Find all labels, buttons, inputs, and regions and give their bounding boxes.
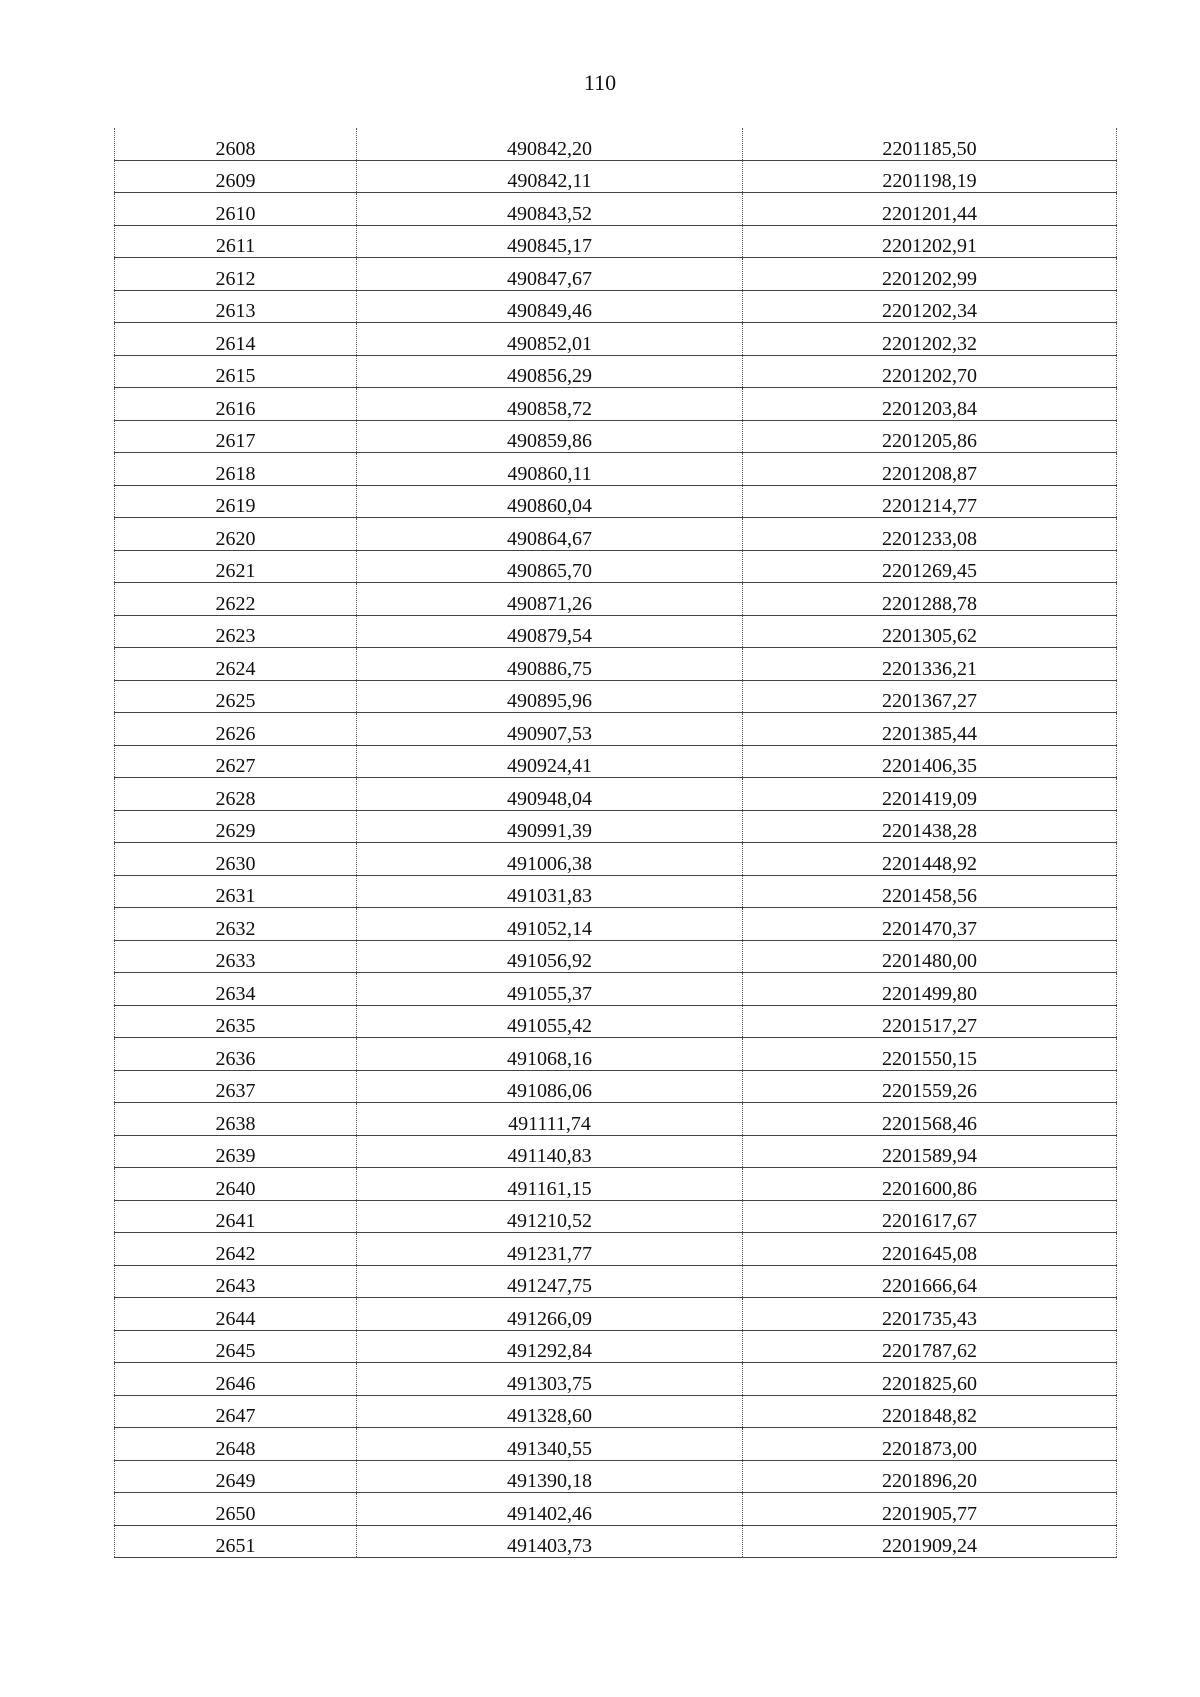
point-number-cell: 2623 <box>115 615 357 648</box>
point-number-cell: 2647 <box>115 1395 357 1428</box>
point-number-cell: 2625 <box>115 680 357 713</box>
point-number-cell: 2609 <box>115 160 357 193</box>
y-coordinate-cell: 2201406,35 <box>743 745 1117 778</box>
x-coordinate-cell: 490907,53 <box>357 713 743 746</box>
coordinates-table <box>114 128 1117 1558</box>
y-coordinate-cell: 2201202,34 <box>743 290 1117 323</box>
point-number-cell: 2650 <box>115 1493 357 1526</box>
table-row <box>115 1363 1117 1396</box>
x-coordinate-cell: 490845,17 <box>357 225 743 258</box>
table-row <box>115 388 1117 421</box>
point-number-cell: 2627 <box>115 745 357 778</box>
x-coordinate-cell: 490948,04 <box>357 778 743 811</box>
x-coordinate-cell: 490991,39 <box>357 810 743 843</box>
x-coordinate-cell: 491266,09 <box>357 1298 743 1331</box>
table-row <box>115 160 1117 193</box>
table-row <box>115 1493 1117 1526</box>
y-coordinate-cell: 2201233,08 <box>743 518 1117 551</box>
y-coordinate-cell: 2201201,44 <box>743 193 1117 226</box>
y-coordinate-cell: 2201499,80 <box>743 973 1117 1006</box>
point-number-cell: 2608 <box>115 128 357 160</box>
y-coordinate-cell: 2201203,84 <box>743 388 1117 421</box>
point-number-cell: 2616 <box>115 388 357 421</box>
table-row <box>115 518 1117 551</box>
y-coordinate-cell: 2201202,70 <box>743 355 1117 388</box>
x-coordinate-cell: 491056,92 <box>357 940 743 973</box>
x-coordinate-cell: 490864,67 <box>357 518 743 551</box>
table-row <box>115 1135 1117 1168</box>
point-number-cell: 2629 <box>115 810 357 843</box>
x-coordinate-cell: 490879,54 <box>357 615 743 648</box>
x-coordinate-cell: 490842,11 <box>357 160 743 193</box>
x-coordinate-cell: 490849,46 <box>357 290 743 323</box>
point-number-cell: 2618 <box>115 453 357 486</box>
point-number-cell: 2612 <box>115 258 357 291</box>
point-number-cell: 2635 <box>115 1005 357 1038</box>
table-body <box>115 128 1117 1558</box>
point-number-cell: 2639 <box>115 1135 357 1168</box>
y-coordinate-cell: 2201600,86 <box>743 1168 1117 1201</box>
x-coordinate-cell: 490858,72 <box>357 388 743 421</box>
x-coordinate-cell: 491068,16 <box>357 1038 743 1071</box>
point-number-cell: 2637 <box>115 1070 357 1103</box>
y-coordinate-cell: 2201873,00 <box>743 1428 1117 1461</box>
y-coordinate-cell: 2201305,62 <box>743 615 1117 648</box>
y-coordinate-cell: 2201385,44 <box>743 713 1117 746</box>
table-row <box>115 745 1117 778</box>
x-coordinate-cell: 491303,75 <box>357 1363 743 1396</box>
table-row <box>115 193 1117 226</box>
x-coordinate-cell: 490859,86 <box>357 420 743 453</box>
table-row <box>115 128 1117 160</box>
table-row <box>115 323 1117 356</box>
x-coordinate-cell: 490860,04 <box>357 485 743 518</box>
x-coordinate-cell: 490871,26 <box>357 583 743 616</box>
table-row <box>115 875 1117 908</box>
x-coordinate-cell: 491231,77 <box>357 1233 743 1266</box>
y-coordinate-cell: 2201909,24 <box>743 1525 1117 1558</box>
table-row <box>115 615 1117 648</box>
point-number-cell: 2621 <box>115 550 357 583</box>
point-number-cell: 2638 <box>115 1103 357 1136</box>
table-row <box>115 1070 1117 1103</box>
point-number-cell: 2645 <box>115 1330 357 1363</box>
y-coordinate-cell: 2201825,60 <box>743 1363 1117 1396</box>
y-coordinate-cell: 2201336,21 <box>743 648 1117 681</box>
table-row <box>115 1005 1117 1038</box>
table-row <box>115 1330 1117 1363</box>
point-number-cell: 2614 <box>115 323 357 356</box>
point-number-cell: 2630 <box>115 843 357 876</box>
point-number-cell: 2651 <box>115 1525 357 1558</box>
y-coordinate-cell: 2201550,15 <box>743 1038 1117 1071</box>
y-coordinate-cell: 2201617,67 <box>743 1200 1117 1233</box>
point-number-cell: 2640 <box>115 1168 357 1201</box>
point-number-cell: 2644 <box>115 1298 357 1331</box>
y-coordinate-cell: 2201559,26 <box>743 1070 1117 1103</box>
table-row <box>115 713 1117 746</box>
table-row <box>115 940 1117 973</box>
point-number-cell: 2634 <box>115 973 357 1006</box>
y-coordinate-cell: 2201645,08 <box>743 1233 1117 1266</box>
table-row <box>115 1168 1117 1201</box>
y-coordinate-cell: 2201205,86 <box>743 420 1117 453</box>
x-coordinate-cell: 491403,73 <box>357 1525 743 1558</box>
y-coordinate-cell: 2201367,27 <box>743 680 1117 713</box>
x-coordinate-cell: 491052,14 <box>357 908 743 941</box>
y-coordinate-cell: 2201202,32 <box>743 323 1117 356</box>
point-number-cell: 2619 <box>115 485 357 518</box>
x-coordinate-cell: 491140,83 <box>357 1135 743 1168</box>
table-row <box>115 583 1117 616</box>
table-row <box>115 1233 1117 1266</box>
y-coordinate-cell: 2201666,64 <box>743 1265 1117 1298</box>
y-coordinate-cell: 2201202,99 <box>743 258 1117 291</box>
point-number-cell: 2642 <box>115 1233 357 1266</box>
x-coordinate-cell: 491402,46 <box>357 1493 743 1526</box>
point-number-cell: 2617 <box>115 420 357 453</box>
y-coordinate-cell: 2201458,56 <box>743 875 1117 908</box>
table-row <box>115 1200 1117 1233</box>
table-row <box>115 1428 1117 1461</box>
table-row <box>115 258 1117 291</box>
x-coordinate-cell: 491055,42 <box>357 1005 743 1038</box>
table-row <box>115 810 1117 843</box>
table-row <box>115 680 1117 713</box>
table-row <box>115 290 1117 323</box>
y-coordinate-cell: 2201517,27 <box>743 1005 1117 1038</box>
y-coordinate-cell: 2201448,92 <box>743 843 1117 876</box>
y-coordinate-cell: 2201470,37 <box>743 908 1117 941</box>
table-row <box>115 355 1117 388</box>
x-coordinate-cell: 491292,84 <box>357 1330 743 1363</box>
point-number-cell: 2631 <box>115 875 357 908</box>
x-coordinate-cell: 491210,52 <box>357 1200 743 1233</box>
point-number-cell: 2615 <box>115 355 357 388</box>
y-coordinate-cell: 2201896,20 <box>743 1460 1117 1493</box>
x-coordinate-cell: 491328,60 <box>357 1395 743 1428</box>
x-coordinate-cell: 490856,29 <box>357 355 743 388</box>
table-row <box>115 1103 1117 1136</box>
x-coordinate-cell: 490886,75 <box>357 648 743 681</box>
y-coordinate-cell: 2201848,82 <box>743 1395 1117 1428</box>
x-coordinate-cell: 490842,20 <box>357 128 743 160</box>
point-number-cell: 2611 <box>115 225 357 258</box>
y-coordinate-cell: 2201480,00 <box>743 940 1117 973</box>
table-row <box>115 1460 1117 1493</box>
table-row <box>115 1038 1117 1071</box>
x-coordinate-cell: 491086,06 <box>357 1070 743 1103</box>
x-coordinate-cell: 490843,52 <box>357 193 743 226</box>
x-coordinate-cell: 491055,37 <box>357 973 743 1006</box>
point-number-cell: 2610 <box>115 193 357 226</box>
y-coordinate-cell: 2201905,77 <box>743 1493 1117 1526</box>
table-row <box>115 1265 1117 1298</box>
table-row <box>115 648 1117 681</box>
y-coordinate-cell: 2201288,78 <box>743 583 1117 616</box>
point-number-cell: 2641 <box>115 1200 357 1233</box>
y-coordinate-cell: 2201438,28 <box>743 810 1117 843</box>
x-coordinate-cell: 490865,70 <box>357 550 743 583</box>
x-coordinate-cell: 490860,11 <box>357 453 743 486</box>
point-number-cell: 2613 <box>115 290 357 323</box>
table-row <box>115 485 1117 518</box>
table-row <box>115 1395 1117 1428</box>
table-row <box>115 778 1117 811</box>
table-row <box>115 1298 1117 1331</box>
y-coordinate-cell: 2201269,45 <box>743 550 1117 583</box>
point-number-cell: 2643 <box>115 1265 357 1298</box>
x-coordinate-cell: 490895,96 <box>357 680 743 713</box>
y-coordinate-cell: 2201185,50 <box>743 128 1117 160</box>
point-number-cell: 2632 <box>115 908 357 941</box>
x-coordinate-cell: 491390,18 <box>357 1460 743 1493</box>
point-number-cell: 2649 <box>115 1460 357 1493</box>
x-coordinate-cell: 491161,15 <box>357 1168 743 1201</box>
y-coordinate-cell: 2201568,46 <box>743 1103 1117 1136</box>
point-number-cell: 2628 <box>115 778 357 811</box>
x-coordinate-cell: 490852,01 <box>357 323 743 356</box>
y-coordinate-cell: 2201735,43 <box>743 1298 1117 1331</box>
table-row <box>115 908 1117 941</box>
x-coordinate-cell: 491247,75 <box>357 1265 743 1298</box>
y-coordinate-cell: 2201198,19 <box>743 160 1117 193</box>
table-row <box>115 453 1117 486</box>
y-coordinate-cell: 2201208,87 <box>743 453 1117 486</box>
table-row <box>115 225 1117 258</box>
point-number-cell: 2624 <box>115 648 357 681</box>
y-coordinate-cell: 2201214,77 <box>743 485 1117 518</box>
table-row <box>115 420 1117 453</box>
x-coordinate-cell: 491006,38 <box>357 843 743 876</box>
point-number-cell: 2646 <box>115 1363 357 1396</box>
y-coordinate-cell: 2201419,09 <box>743 778 1117 811</box>
point-number-cell: 2622 <box>115 583 357 616</box>
page-number: 110 <box>583 70 617 95</box>
table-row <box>115 973 1117 1006</box>
point-number-cell: 2626 <box>115 713 357 746</box>
point-number-cell: 2648 <box>115 1428 357 1461</box>
y-coordinate-cell: 2201589,94 <box>743 1135 1117 1168</box>
x-coordinate-cell: 491340,55 <box>357 1428 743 1461</box>
point-number-cell: 2636 <box>115 1038 357 1071</box>
table-row <box>115 843 1117 876</box>
x-coordinate-cell: 490847,67 <box>357 258 743 291</box>
y-coordinate-cell: 2201787,62 <box>743 1330 1117 1363</box>
point-number-cell: 2633 <box>115 940 357 973</box>
x-coordinate-cell: 491111,74 <box>357 1103 743 1136</box>
table-row <box>115 1525 1117 1558</box>
point-number-cell: 2620 <box>115 518 357 551</box>
table-row <box>115 550 1117 583</box>
y-coordinate-cell: 2201202,91 <box>743 225 1117 258</box>
x-coordinate-cell: 490924,41 <box>357 745 743 778</box>
x-coordinate-cell: 491031,83 <box>357 875 743 908</box>
